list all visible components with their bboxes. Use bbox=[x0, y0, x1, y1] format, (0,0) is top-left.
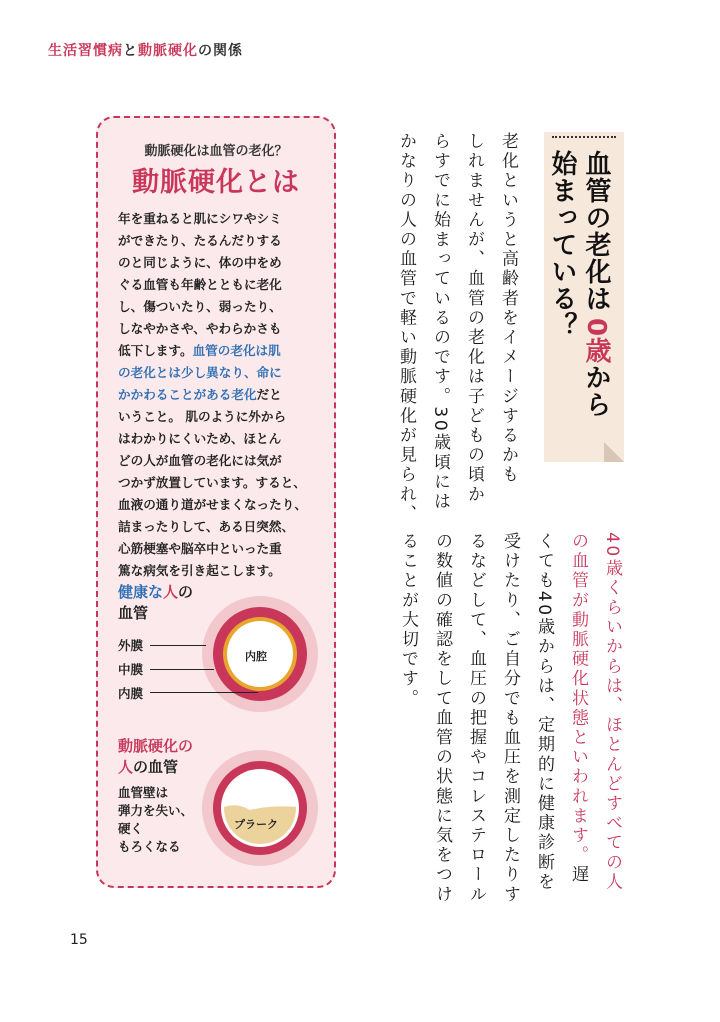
article2-pink-col-mixed bbox=[566, 532, 590, 885]
body-emphasis: 血管の老化は肌 bbox=[192, 343, 281, 358]
desc-line: 硬く bbox=[118, 821, 144, 836]
header-part-1: 生活習慣病 bbox=[48, 43, 123, 59]
lumen-label: 内腔 bbox=[245, 650, 267, 663]
header-part-2: と bbox=[123, 43, 138, 59]
sclerotic-title-b: 人 bbox=[118, 758, 134, 776]
header-part-3: 動脈硬化 bbox=[138, 43, 198, 59]
article1-col: 老化というと高齢者をイメージするかも bbox=[498, 132, 518, 485]
article2-col: くても40歳からは、定期的に健康診断を bbox=[534, 532, 554, 893]
sclerotic-vessel-title bbox=[118, 736, 193, 778]
body-line: しなやかさや、やわらかさも bbox=[118, 321, 282, 336]
article1-col: らすでに始まっているのです。30歳頃には bbox=[430, 132, 450, 512]
page-number: 15 bbox=[70, 932, 88, 948]
header-part-4: の関係 bbox=[198, 43, 243, 59]
inner-membrane-leader bbox=[150, 692, 258, 693]
headline-fold bbox=[604, 442, 624, 462]
plaque-label: プラーク bbox=[234, 818, 278, 831]
article1-col: しれませんが、血管の老化は子どもの頃か bbox=[464, 132, 484, 505]
body-line: 心筋梗塞や脳卒中といった重 bbox=[118, 541, 282, 556]
article2-pink-text: の血管が動脈硬化状態といわれます。 bbox=[568, 532, 588, 866]
box-title: 動脈硬化とは bbox=[132, 167, 300, 198]
desc-line: 弾力を失い、 bbox=[118, 803, 194, 818]
box-subtitle: 動脈硬化は血管の老化？ bbox=[144, 144, 288, 159]
body-emphasis: かかわることがある老化 bbox=[118, 387, 257, 402]
article2-col: るなどして、血圧の把握やコレステロール bbox=[466, 532, 486, 905]
body-line: 血液の通り道がせまくなったり、 bbox=[118, 497, 307, 512]
body-line: のと同じように、体の中をめ bbox=[118, 255, 282, 270]
article1-col: かなりの人の血管で軽い動脈硬化が見られ、 bbox=[396, 132, 416, 524]
body-line bbox=[118, 384, 318, 406]
desc-line: 血管壁は bbox=[118, 785, 169, 800]
middle-membrane-label: 中膜 bbox=[118, 662, 144, 677]
body-line: どの人が血管の老化には気が bbox=[118, 453, 282, 468]
body-line bbox=[118, 340, 318, 362]
healthy-title-b: 人 bbox=[163, 583, 179, 601]
article2-col: 受けたり、ご自分でも血圧を測定したりす bbox=[500, 532, 520, 905]
healthy-vessel-title bbox=[118, 582, 193, 624]
running-header bbox=[48, 40, 243, 60]
article2-pink-col: 40歳くらいからは、ほとんどすべての人 bbox=[602, 532, 622, 893]
sclerotic-title-a: 動脈硬化の bbox=[118, 737, 194, 755]
body-line: いうこと。 肌のように外から bbox=[118, 409, 287, 424]
sclerotic-vessel-diagram bbox=[200, 748, 320, 868]
healthy-title-c: の bbox=[178, 583, 194, 601]
desc-line: もろくなる bbox=[118, 839, 181, 854]
headline-col-1: 血管の老化は bbox=[581, 150, 611, 312]
body-line: ぐる血管も年齢とともに老化 bbox=[118, 277, 282, 292]
body-text: 低下します。 bbox=[118, 343, 193, 358]
article2-col: の数値の確認をして血管の状態に気をつけ bbox=[432, 532, 452, 905]
body-line: はわかりにくいため、ほとん bbox=[118, 431, 282, 446]
body-line: ができたり、たるんだりする bbox=[118, 233, 282, 248]
article2-tail: 遅 bbox=[568, 865, 588, 885]
headline-kara: から bbox=[581, 364, 611, 419]
body-text: だと bbox=[256, 387, 282, 402]
sclerotic-description bbox=[118, 784, 193, 856]
body-line: し、傷ついたり、弱ったり、 bbox=[118, 299, 282, 314]
body-emphasis: の老化とは少し異なり、命に bbox=[118, 365, 282, 380]
headline-text: 始まっている？ bbox=[547, 150, 577, 339]
headline-dots bbox=[552, 136, 616, 138]
headline-col-2 bbox=[546, 150, 578, 339]
article2-col: ることが大切です。 bbox=[398, 532, 418, 709]
sclerotic-title-c: の血管 bbox=[133, 758, 179, 776]
headline-col-1b bbox=[580, 318, 612, 418]
body-line: 詰まったりして、ある日突然、 bbox=[118, 519, 295, 534]
headline-age: 歳 bbox=[581, 337, 611, 365]
headline-zero: 0 bbox=[581, 318, 611, 338]
body-line: 篤な病気を引き起こします。 bbox=[118, 563, 281, 578]
outer-membrane-leader bbox=[150, 645, 206, 646]
body-line: つかず放置しています。すると、 bbox=[118, 475, 306, 490]
inner-membrane-label: 内膜 bbox=[118, 686, 144, 701]
outer-membrane-label: 外膜 bbox=[118, 638, 144, 653]
healthy-title-d: 血管 bbox=[118, 604, 149, 622]
box-body bbox=[118, 208, 318, 582]
middle-membrane-leader bbox=[150, 669, 214, 670]
body-line: 年を重ねると肌にシワやシミ bbox=[118, 211, 282, 226]
healthy-title-a: 健康な bbox=[118, 583, 164, 601]
